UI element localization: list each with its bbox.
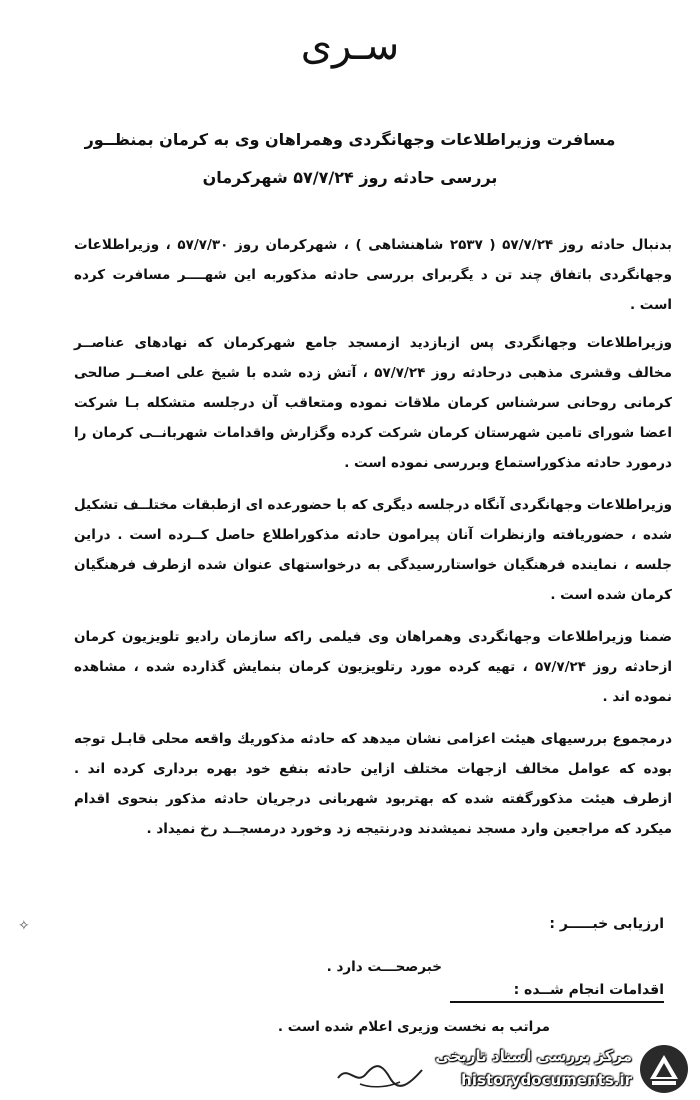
actions-text: مراتب به نخست وزيرى اعلام شده است .	[277, 1019, 550, 1035]
signature-icon	[330, 1056, 430, 1092]
watermark-name: مركز بررسى اسناد تاريخى	[435, 1047, 632, 1065]
assessment-text: خبرصحـــت دارد .	[326, 959, 442, 975]
archive-watermark	[432, 1043, 690, 1095]
document-body	[74, 230, 672, 856]
paragraph-5: درمجموع بررسيهاى هيئت اعزامى نشان ميدهد كه حادثه مذكوريك واقعه محلى قابـل توجه بوده كه عوامل مخالف ازجهات مختلف ازاين حادثه بنفع خود بهره بردارى كرده اند . ازطرف هيئت مذكورگفته شده كه بهتربود شهربانى درجريان حادثه مذكور بنحوى اقدام ميكرد كه مراجعين وارد مسجد نميشدند ودرنتيجه زد وخورد درمسجــد رخ نميداد .	[74, 731, 672, 837]
paragraph-1: بدنبال حادثه روز ۵۷/۷/۲۴ ( ۲۵۳۷ شاهنشاهى ) ، شهركرمان روز ۵۷/۷/۳۰ ، وزيراطلاعات وجهانگردى باتفاق چند تن د يگربراى بررسى حادثه مذكوربه اين شهــــر مسافرت كرده است .	[74, 237, 673, 313]
actions-label: اقدامات انجام شــده :	[513, 982, 664, 998]
margin-mark-icon: ✧	[18, 918, 30, 934]
actions-underline	[450, 1001, 664, 1003]
assessment-label: ارزيابى خبـــــر :	[549, 916, 664, 932]
watermark-url: historydocuments.ir	[461, 1071, 632, 1089]
document-title-line-2: بررسى حادثه روز ۵۷/۷/۲۴ شهركرمان	[202, 168, 498, 187]
paragraph-2: وزيراطلاعات وجهانگردى پس ازبازديد ازمسجد جامع شهركرمان كه نهادهاى عناصــر مخالف وقشرى مذهبى درحادثه روز ۵۷/۷/۲۴ ، آتش زده شده با شيخ على اصغــر صالحى كرمانى روحانى سرشناس كرمان ملاقات نموده ومتعاقب آن درجلسه متشكله بـا شركت اعضا شوراى تامين شهرستان كرمان شركت كرده وگزارش واقدامات شهربانــى كرمان را درمورد حادثه مذكوراستماع وبررسى نموده است .	[74, 335, 672, 471]
paragraph-4: ضمنا وزيراطلاعات وجهانگردى وهمراهان وى فيلمى راكه سازمان راديو تلويزيون كرمان ازحادثه روز ۵۷/۷/۲۴ ، تهيه كرده مورد رتلويزيون كرمان بنمايش گذارده شده ، مشاهده نموده اند .	[74, 629, 672, 705]
document-title-line-1: مسافرت وزيراطلاعات وجهانگردى وهمراهان وى به كرمان بمنظــور	[84, 130, 616, 149]
classification-heading: سـرى	[300, 23, 400, 69]
paragraph-3: وزيراطلاعات وجهانگردى آنگاه درجلسه ديگرى كه با حضورعده اى ازطبقات مختلــف تشكيل شده ، حضوريافته وازنظرات آنان پيرامون حادثه مذكوراطلاع حاصل كــرده است . دراين جلسه ، نماينده فرهنگيان خواستاررسيدگى به درخواستهاى عنوان شده ازطرف فرهنگيان كرمان شده است .	[74, 497, 672, 603]
archive-logo-icon	[638, 1043, 690, 1095]
